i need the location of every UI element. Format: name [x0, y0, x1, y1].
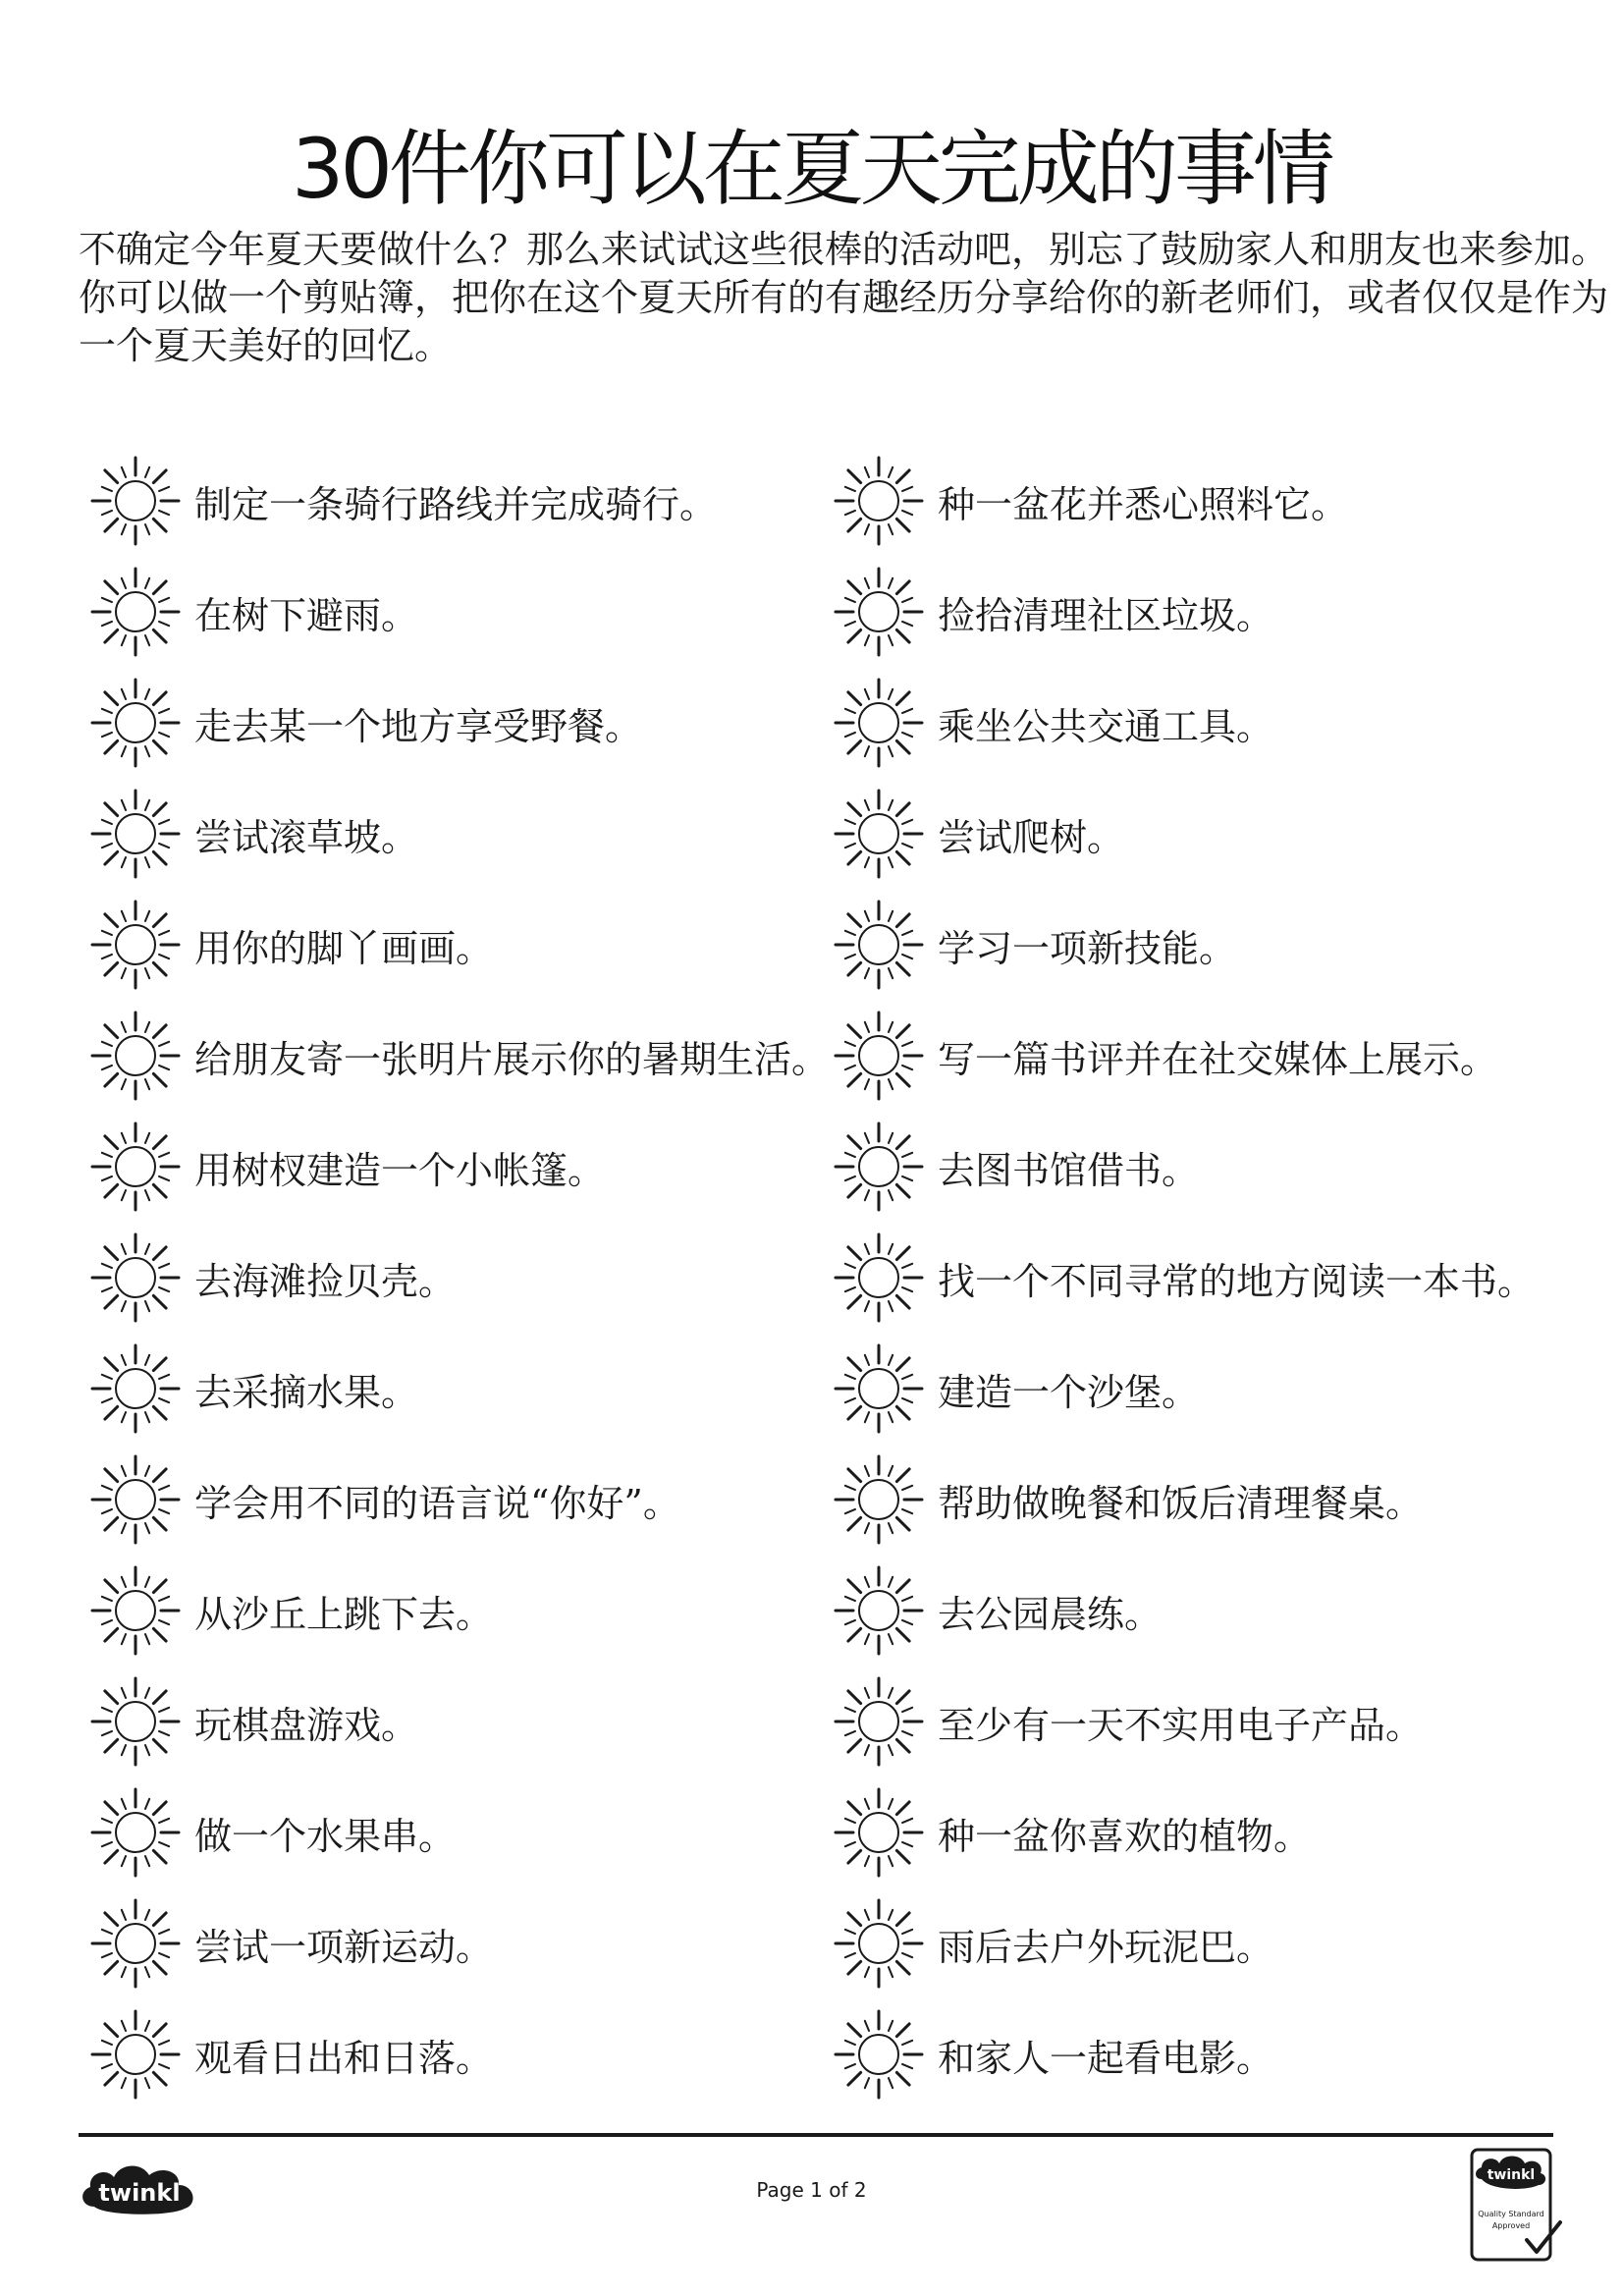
sun-icon — [830, 2005, 928, 2104]
activity-item — [830, 563, 1576, 661]
activity-item — [830, 785, 1576, 883]
activity-text: 雨后去户外玩泥巴。 — [938, 1925, 1274, 1969]
sun-icon — [86, 1339, 185, 1438]
logo-text: twinkl — [98, 2179, 181, 2207]
activity-text: 写一篇书评并在社交媒体上展示。 — [938, 1037, 1498, 1081]
activity-text: 尝试一项新运动。 — [194, 1925, 494, 1969]
activity-item — [830, 1672, 1576, 1771]
activity-item — [86, 1007, 833, 1105]
activity-item — [86, 1450, 833, 1549]
intro-line: 不确定今年夏天要做什么？那么来试试这些很棒的活动吧，别忘了鼓励家人和朋友也来参加。 — [79, 228, 1609, 271]
sun-icon — [86, 1672, 185, 1771]
sun-icon — [830, 1561, 928, 1660]
page-number: Page 1 of 2 — [756, 2178, 867, 2202]
activity-item — [86, 1672, 833, 1771]
sun-icon — [86, 563, 185, 661]
sun-icon — [830, 563, 928, 661]
activity-text: 捡拾清理社区垃圾。 — [938, 593, 1274, 637]
activity-item — [86, 1339, 833, 1438]
activity-item — [86, 785, 833, 883]
activity-text: 至少有一天不实用电子产品。 — [938, 1703, 1424, 1747]
activity-text: 玩棋盘游戏。 — [194, 1703, 419, 1747]
sun-icon — [86, 1118, 185, 1216]
activity-text: 建造一个沙堡。 — [938, 1370, 1200, 1414]
activity-item — [830, 2005, 1576, 2104]
activity-text: 去采摘水果。 — [194, 1370, 419, 1414]
activity-item — [830, 674, 1576, 772]
sun-icon — [86, 896, 185, 994]
activity-item — [830, 1007, 1576, 1105]
activity-text: 和家人一起看电影。 — [938, 2036, 1274, 2080]
sun-icon — [830, 1783, 928, 1882]
activity-item — [830, 1783, 1576, 1882]
activity-text: 乘坐公共交通工具。 — [938, 704, 1274, 748]
activity-text: 从沙丘上跳下去。 — [194, 1592, 494, 1636]
sun-icon — [830, 1118, 928, 1216]
sun-icon — [86, 452, 185, 550]
sun-icon — [830, 1894, 928, 1993]
activity-text: 种一盆你喜欢的植物。 — [938, 1814, 1312, 1858]
activity-text: 用你的脚丫画画。 — [194, 926, 494, 970]
activity-text: 尝试爬树。 — [938, 815, 1125, 859]
activity-text: 做一个水果串。 — [194, 1814, 457, 1858]
intro-line: 你可以做一个剪贴簿，把你在这个夏天所有的有趣经历分享给你的新老师们，或者仅仅是作为 — [79, 276, 1609, 319]
badge-brand: twinkl — [1487, 2167, 1536, 2183]
activity-text: 去公园晨练。 — [938, 1592, 1163, 1636]
sun-icon — [86, 1229, 185, 1327]
sun-icon — [830, 1450, 928, 1549]
activity-text: 制定一条骑行路线并完成骑行。 — [194, 482, 718, 526]
activity-item — [830, 896, 1576, 994]
activity-text: 在树下避雨。 — [194, 593, 419, 637]
activity-item — [86, 2005, 833, 2104]
activity-item — [86, 1118, 833, 1216]
badge-line2: Approved — [1491, 2221, 1531, 2230]
sun-icon — [86, 1894, 185, 1993]
sun-icon — [86, 1450, 185, 1549]
activity-text: 帮助做晚餐和饭后清理餐桌。 — [938, 1481, 1424, 1525]
activity-item — [830, 1561, 1576, 1660]
activity-text: 去图书馆借书。 — [938, 1148, 1200, 1192]
badge-line1: Quality Standard — [1478, 2210, 1544, 2218]
activity-text: 去海滩捡贝壳。 — [194, 1259, 457, 1303]
sun-icon — [86, 1007, 185, 1105]
activity-item — [86, 1894, 833, 1993]
activity-text: 走去某一个地方享受野餐。 — [194, 704, 643, 748]
activity-item — [86, 452, 833, 550]
sun-icon — [830, 1672, 928, 1771]
activity-item — [86, 563, 833, 661]
intro-paragraph — [79, 226, 1609, 370]
activity-text: 学会用不同的语言说“你好”。 — [194, 1481, 680, 1525]
sun-icon — [86, 2005, 185, 2104]
sun-icon — [830, 1339, 928, 1438]
sun-icon — [830, 896, 928, 994]
sun-icon — [830, 785, 928, 883]
sun-icon — [830, 1229, 928, 1327]
activity-text: 种一盆花并悉心照料它。 — [938, 482, 1349, 526]
footer-divider — [79, 2133, 1553, 2137]
activity-item — [830, 1450, 1576, 1549]
activity-item — [830, 1894, 1576, 1993]
activity-item — [86, 896, 833, 994]
sun-icon — [86, 674, 185, 772]
sun-icon — [86, 785, 185, 883]
activity-text: 观看日出和日落。 — [194, 2036, 494, 2080]
quality-standard-badge — [1468, 2146, 1562, 2266]
activity-item — [830, 1118, 1576, 1216]
activity-item — [86, 1783, 833, 1882]
activity-text: 用树杈建造一个小帐篷。 — [194, 1148, 606, 1192]
activity-item — [830, 1339, 1576, 1438]
activity-text: 找一个不同寻常的地方阅读一本书。 — [938, 1259, 1536, 1303]
activity-item — [86, 1561, 833, 1660]
activity-text: 给朋友寄一张明片展示你的暑期生活。 — [194, 1037, 830, 1081]
sun-icon — [830, 1007, 928, 1105]
activity-item — [86, 1229, 833, 1327]
sun-icon — [830, 674, 928, 772]
sun-icon — [86, 1783, 185, 1882]
activity-item — [830, 452, 1576, 550]
sun-icon — [86, 1561, 185, 1660]
page-title: 30件你可以在夏天完成的事情 — [292, 121, 1331, 218]
sun-icon — [830, 452, 928, 550]
activity-item — [830, 1229, 1576, 1327]
intro-line: 一个夏天美好的回忆。 — [79, 324, 453, 367]
activity-text: 尝试滚草坡。 — [194, 815, 419, 859]
activity-text: 学习一项新技能。 — [938, 926, 1237, 970]
activity-item — [86, 674, 833, 772]
